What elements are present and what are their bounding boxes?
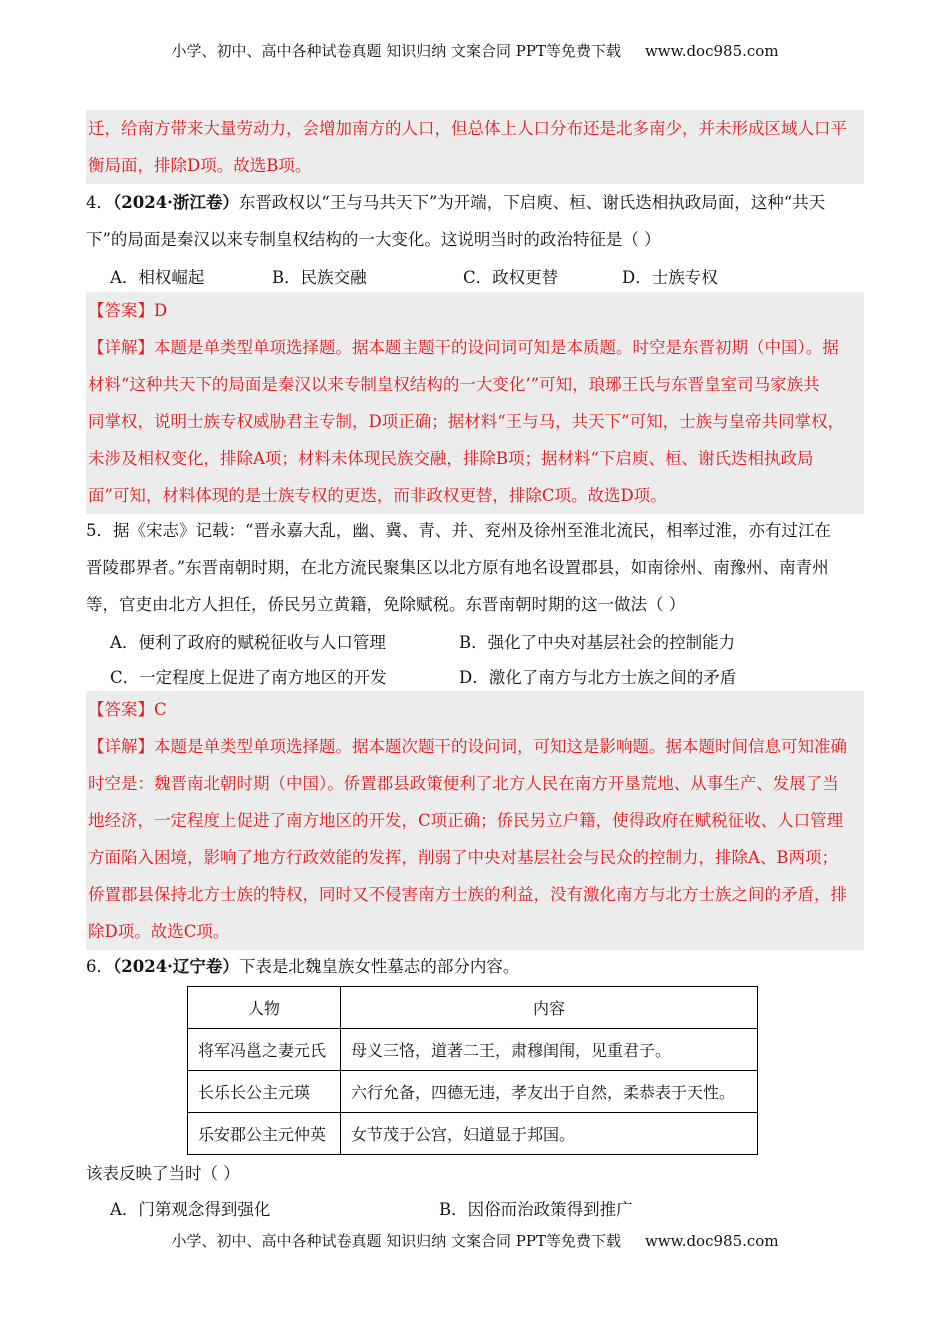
table-cell: 母义三恪，道著二王，肃穆闺闱，见重君子。 bbox=[341, 1029, 758, 1071]
option-b[interactable]: B．强化了中央对基层社会的控制能力 bbox=[459, 633, 736, 652]
question-source: （2024·辽宁卷） bbox=[113, 957, 239, 976]
answer-label: 【答案】D bbox=[88, 301, 168, 320]
epitaph-table bbox=[187, 986, 758, 1155]
table-cell: 乐安郡公主元仲英 bbox=[188, 1113, 341, 1155]
text-line: 地经济，一定程度上促进了南方地区的开发，C项正确；侨民另立户籍，使得政府在赋税征收、人口管理 bbox=[88, 811, 844, 830]
option-a[interactable]: A．便利了政府的赋税征收与人口管理 bbox=[110, 633, 386, 652]
question-5 bbox=[86, 512, 866, 623]
question-number: 4． bbox=[86, 193, 113, 212]
answer-label: 【答案】C bbox=[88, 700, 167, 719]
option-b[interactable]: B．因俗而治政策得到推广 bbox=[439, 1200, 633, 1219]
text-line: 【详解】本题是单类型单项选择题。据本题主题干的设问词可知是本质题。时空是东晋初期（中国）。据 bbox=[88, 338, 839, 357]
answer-block-3 bbox=[86, 110, 864, 184]
question-stem: 晋陵郡界者。”东晋南朝时期，在北方流民聚集区以北方原有地名设置郡县，如南徐州、南豫州、南青州 bbox=[86, 558, 829, 577]
text-line: 材料“这种共天下的局面是秦汉以来专制皇权结构的一大变化’”可知，琅琊王氏与东晋皇室司马家族共 bbox=[88, 375, 820, 394]
option-a[interactable]: A．门第观念得到强化 bbox=[110, 1200, 271, 1219]
question-stem: 等，官吏由北方人担任，侨民另立黄籍，免除赋税。东晋南朝时期的这一做法（ ） bbox=[86, 595, 686, 614]
question-stem: 5．据《宋志》记载：“晋永嘉大乱，幽、冀、青、并、兖州及徐州至淮北流民，相率过淮，亦有过江在 bbox=[86, 521, 831, 540]
question-stem: 下”的局面是秦汉以来专制皇权结构的一大变化。这说明当时的政治特征是（ ） bbox=[86, 230, 661, 249]
table-row bbox=[188, 1113, 758, 1155]
page-footer bbox=[0, 1230, 950, 1251]
text-line: 除D项。故选C项。 bbox=[88, 922, 230, 941]
text-line: 侨置郡县保持北方士族的特权，同时又不侵害南方士族的利益，没有激化南方与北方士族之间的矛盾，排 bbox=[88, 885, 847, 904]
page-header bbox=[0, 40, 950, 61]
question-stem: 该表反映了当时（ ） bbox=[86, 1164, 240, 1183]
header-site-link[interactable]: www.doc985.com bbox=[644, 42, 779, 60]
table-cell: 女节茂于公宫，妇道显于邦国。 bbox=[341, 1113, 758, 1155]
answer-block-4 bbox=[86, 292, 864, 514]
option-c[interactable]: C．一定程度上促进了南方地区的开发 bbox=[110, 668, 387, 687]
column-header: 内容 bbox=[341, 987, 758, 1029]
answer-block-5 bbox=[86, 691, 864, 950]
text-line: 同掌权，说明士族专权威胁君主专制，D项正确；据材料“王与马，共天下”可知，士族与皇帝共同掌权， bbox=[88, 412, 845, 431]
question-source: （2024·浙江卷） bbox=[113, 193, 239, 212]
question-4 bbox=[86, 184, 866, 258]
table-header-row bbox=[188, 987, 758, 1029]
option-a[interactable]: A．相权崛起 bbox=[110, 268, 205, 287]
table-cell: 将军冯邕之妻元氏 bbox=[188, 1029, 341, 1071]
question-stem: 东晋政权以“王与马共天下”为开端，下启庾、桓、谢氏迭相执政局面，这种“共天 bbox=[238, 193, 826, 212]
header-text: 小学、初中、高中各种试卷真题 知识归纳 文案合同 PPT等免费下载 bbox=[171, 42, 621, 60]
text-line: 未涉及相权变化，排除A项；材料未体现民族交融，排除B项；据材料“下启庾、桓、谢氏迭相执政局 bbox=[88, 449, 814, 468]
text-line: 时空是：魏晋南北朝时期（中国）。侨置郡县政策便利了北方人民在南方开垦荒地、从事生产、发展了当 bbox=[88, 774, 839, 793]
table-cell: 长乐长公主元瑛 bbox=[188, 1071, 341, 1113]
footer-site-link[interactable]: www.doc985.com bbox=[644, 1232, 779, 1250]
option-d[interactable]: D．激化了南方与北方士族之间的矛盾 bbox=[459, 668, 737, 687]
question-stem: 下表是北魏皇族女性墓志的部分内容。 bbox=[238, 957, 520, 976]
text-line: 衡局面，排除D项。故选B项。 bbox=[88, 156, 312, 175]
table-row bbox=[188, 1029, 758, 1071]
column-header: 人物 bbox=[188, 987, 341, 1029]
option-d[interactable]: D．士族专权 bbox=[622, 268, 718, 287]
option-b[interactable]: B．民族交融 bbox=[272, 268, 367, 287]
text-line: 方面陷入困境，影响了地方行政效能的发挥，削弱了中央对基层社会与民众的控制力，排除A、B两项； bbox=[88, 848, 839, 867]
text-line: 面”可知，材料体现的是士族专权的更迭，而非政权更替，排除C项。故选D项。 bbox=[88, 486, 667, 505]
question-6 bbox=[86, 948, 866, 985]
table-row bbox=[188, 1071, 758, 1113]
footer-text: 小学、初中、高中各种试卷真题 知识归纳 文案合同 PPT等免费下载 bbox=[171, 1232, 621, 1250]
table-cell: 六行允备，四德无违，孝友出于自然，柔恭表于天性。 bbox=[341, 1071, 758, 1113]
option-c[interactable]: C．政权更替 bbox=[463, 268, 559, 287]
text-line: 迁，给南方带来大量劳动力，会增加南方的人口，但总体上人口分布还是北多南少，并未形成区域人口平 bbox=[88, 119, 847, 138]
text-line: 【详解】本题是单类型单项选择题。据本题次题干的设问词，可知这是影响题。据本题时间信息可知准确 bbox=[88, 737, 847, 756]
question-number: 6． bbox=[86, 957, 113, 976]
